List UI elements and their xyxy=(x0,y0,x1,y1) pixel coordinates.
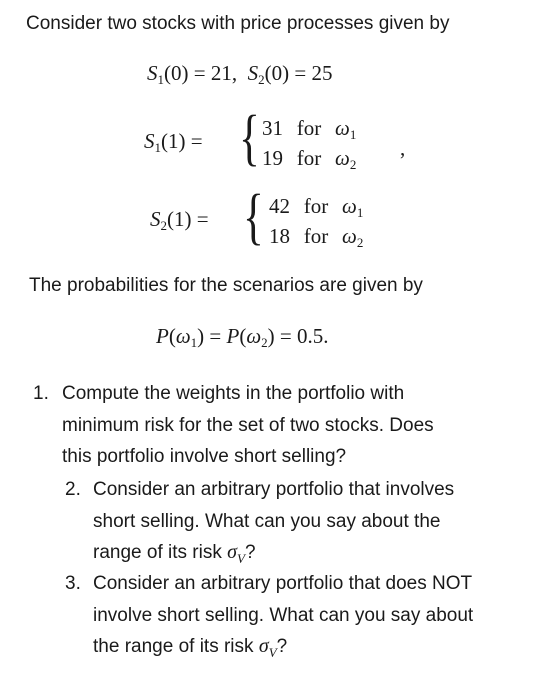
probability-value: 0.5 xyxy=(297,324,324,348)
question-text xyxy=(62,378,434,473)
question-marker: 1. xyxy=(33,383,49,404)
s2-case-row: 42 for $\omega_1$ xyxy=(252,194,363,221)
s2-case-scenario: 1 xyxy=(356,205,364,220)
question-text xyxy=(93,568,473,669)
s2-case-row: 18 for $\omega_2$ xyxy=(252,224,363,251)
probability-intro-text: The probabilities for the scenarios are given by xyxy=(29,275,423,296)
s1-case-scenario: 2 xyxy=(349,157,357,172)
question-line-with-symbol: range of its risk $\sigma_V$? xyxy=(93,541,256,566)
s2-case-value: 18 xyxy=(269,224,290,248)
s1-case-for: for xyxy=(296,116,322,140)
question-line: involve short selling. What can you say about xyxy=(93,604,474,626)
s2-lhs: $S_2(1)$ = xyxy=(150,207,209,233)
s1-case-row: 31 for $\omega_1$ xyxy=(245,116,356,143)
s1-case-for: for xyxy=(296,146,322,170)
s2-case-for: for xyxy=(303,224,329,248)
s1-case-value: 19 xyxy=(262,146,283,170)
question-line: Consider an arbitrary portfolio that involves xyxy=(93,479,455,500)
s2-brace: { xyxy=(243,183,264,251)
initial-prices-equation: $S_1(0) = 21$, $S_2(0) = 25$ xyxy=(147,61,333,87)
question-line: range of its risk xyxy=(93,542,222,563)
s2-case-value: 42 xyxy=(269,194,290,218)
question-item-1 xyxy=(33,378,533,474)
question-item-2 xyxy=(65,474,535,570)
question-text xyxy=(93,474,454,575)
question-line: Compute the weights in the portfolio with xyxy=(62,383,405,404)
question-marker: 2. xyxy=(65,479,81,500)
s1-trailing-comma: , xyxy=(400,136,406,160)
question-line: short selling. What can you say about the xyxy=(93,510,441,532)
intro-text: Consider two stocks with price processes given by xyxy=(26,13,450,34)
s1-initial-price: 21 xyxy=(210,61,232,85)
s1-case-value: 31 xyxy=(262,116,283,140)
question-marker: 3. xyxy=(65,573,81,594)
question-line-with-symbol: the range of its risk $\sigma_V$? xyxy=(93,635,288,660)
question-line: Consider an arbitrary portfolio that does NOT xyxy=(93,573,473,594)
question-item-3 xyxy=(65,568,535,664)
probability-equation: $P(\omega_1) = P(\omega_2) = 0.5$. xyxy=(156,324,329,350)
risk-symbol: $\sigma_V$ xyxy=(258,635,277,660)
s2-initial-price: 25 xyxy=(311,61,333,85)
s1-case-scenario: 1 xyxy=(349,127,357,142)
question-line: this portfolio involve short selling? xyxy=(62,446,347,467)
s1-brace: { xyxy=(239,104,260,172)
s1-lhs: $S_1(1)$ = xyxy=(144,129,203,155)
s1-case-row: 19 for $\omega_2$ xyxy=(245,146,356,173)
s2-case-for: for xyxy=(303,194,329,218)
s2-case-scenario: 2 xyxy=(356,235,364,250)
risk-symbol: $\sigma_V$ xyxy=(227,541,245,566)
question-line: the range of its risk xyxy=(93,636,254,657)
question-line: minimum risk for the set of two stocks. Does xyxy=(62,414,434,436)
